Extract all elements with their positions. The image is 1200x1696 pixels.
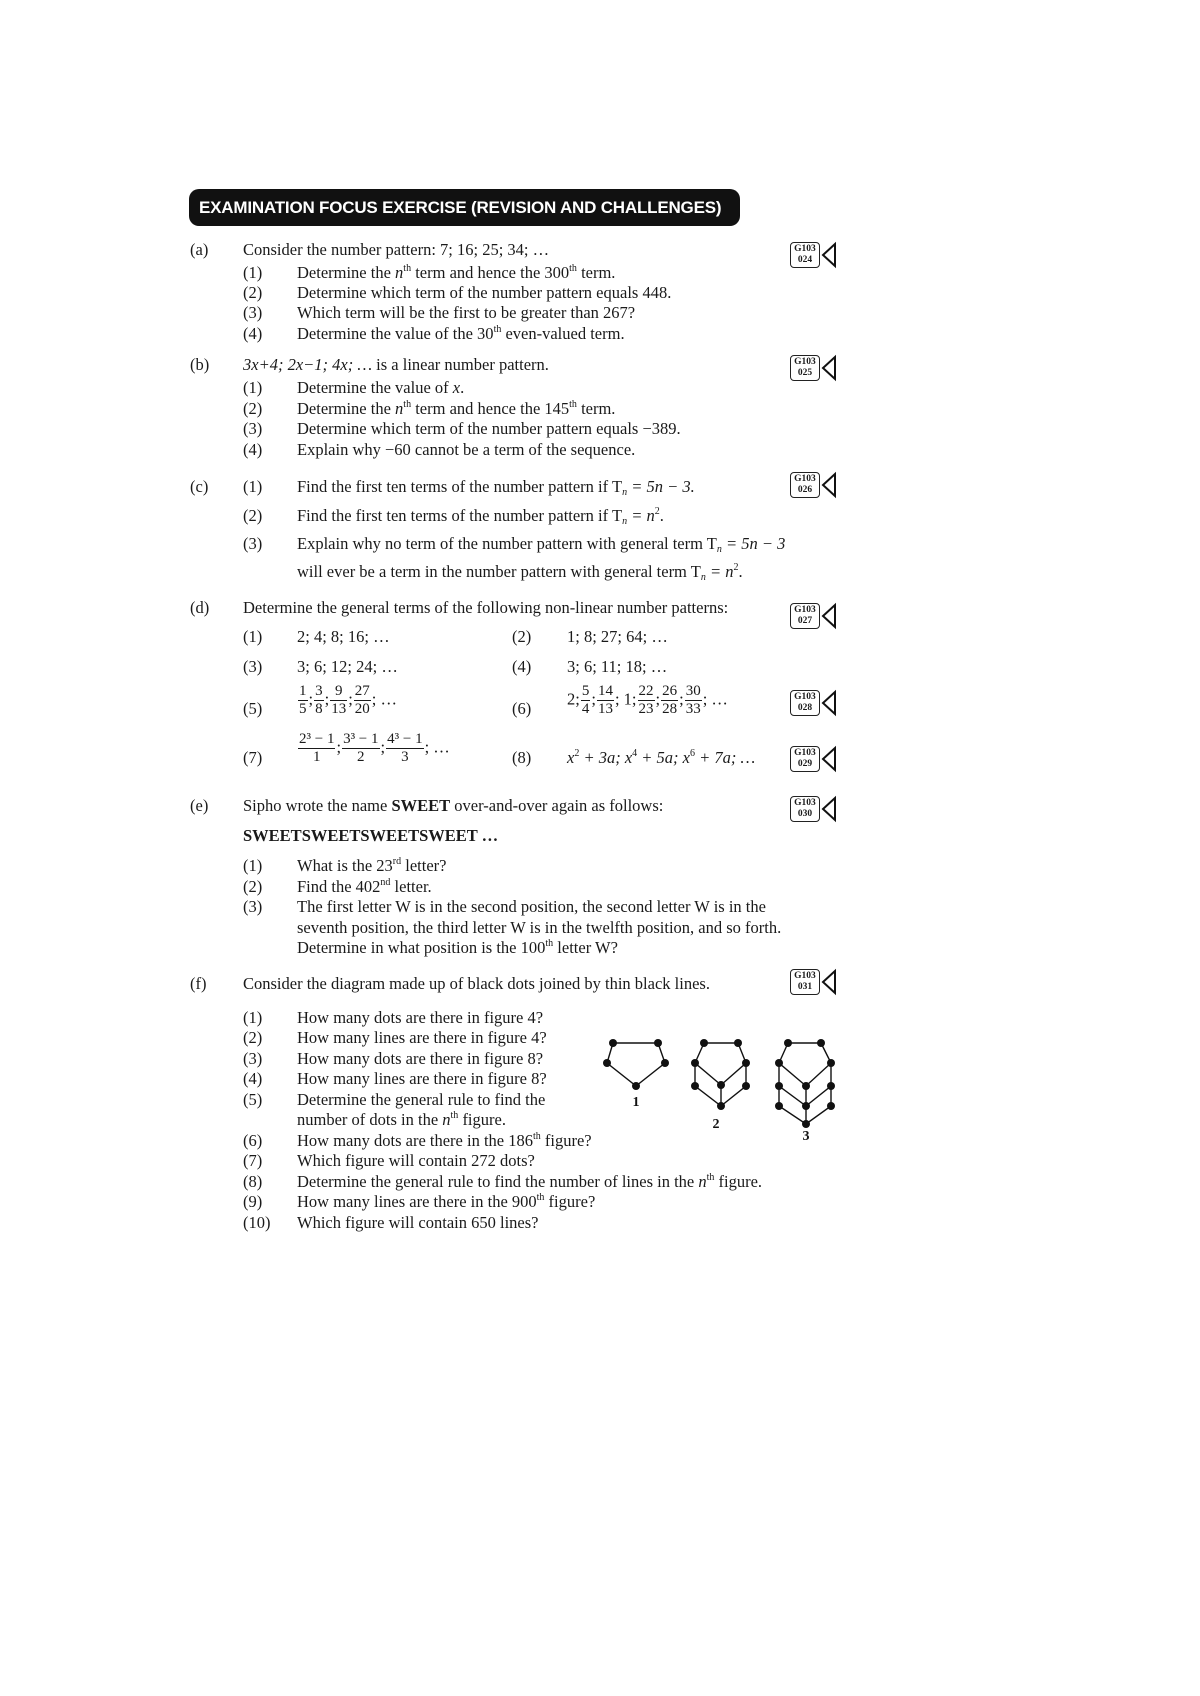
- part-b-item-2: Determine the $n^{th}$ term and hence the 145th term.: [297, 399, 616, 418]
- part-f-label: (f): [190, 974, 207, 993]
- part-b-item-3: Determine which term of the number pattern equals −389.: [297, 419, 681, 438]
- video-code-tag[interactable]: G103 026: [790, 472, 820, 498]
- part-a-item-4: Determine the value of the 30th even-valued term.: [297, 324, 625, 343]
- part-f-item-10: Which figure will contain 650 lines?: [297, 1213, 539, 1232]
- dot: [827, 1102, 835, 1110]
- dot: [817, 1039, 825, 1047]
- part-e-item-3-continued: Determine in what position is the 100th letter W?: [297, 938, 618, 957]
- part-a-item-num: (1): [243, 263, 263, 282]
- part-d-item-8: $x^2 + 3a$; $x^4 + 5a$; $x^6 + 7a$; …: [567, 748, 756, 767]
- fraction: $\frac{\text{4³ − 1}}{3}$: [387, 731, 423, 765]
- part-f-item-num: (6): [243, 1131, 263, 1150]
- play-triangle-icon[interactable]: [821, 746, 837, 772]
- video-code-tag[interactable]: G103 027: [790, 603, 820, 629]
- part-f-item-9: How many lines are there in the 900th figure?: [297, 1192, 596, 1211]
- part-d-label: (d): [190, 598, 210, 617]
- part-d-item-6: 2; $\frac{5}{4}$ ; $\frac{14}{13}$ ; 1; $\frac{22}{23}$ ; $\frac{26}{28}$ ; $\frac{30}{33}$ ; …: [567, 683, 728, 717]
- part-a-item-2: Determine which term of the number pattern equals 448.: [297, 283, 672, 302]
- part-d-item-num: (5): [243, 699, 263, 718]
- dot: [802, 1082, 810, 1090]
- part-f-item-num: (9): [243, 1192, 263, 1211]
- dot: [775, 1102, 783, 1110]
- part-a-item-num: (2): [243, 283, 263, 302]
- part-b-intro: 3x+4; 2x−1; 4x; … is a linear number pattern.: [243, 355, 549, 374]
- dot: [717, 1102, 725, 1110]
- part-a-item-num: (4): [243, 324, 263, 343]
- part-d-item-num: (2): [512, 627, 532, 646]
- figure-label-1: 1: [632, 1095, 640, 1110]
- dot: [784, 1039, 792, 1047]
- fraction: $\frac{5}{4}$: [581, 683, 590, 717]
- video-code-tag[interactable]: G103 024: [790, 242, 820, 268]
- part-c-item-3-continued: will ever be a term in the number pattern with general term $T_n = n^2$.: [297, 562, 743, 583]
- video-code-tag[interactable]: G103 025: [790, 355, 820, 381]
- part-e-sequence: SWEETSWEETSWEETSWEET …: [243, 826, 499, 845]
- figure-label-2: 2: [712, 1117, 720, 1132]
- part-c-item-3: Explain why no term of the number pattern with general term $T_n = 5n - 3$: [297, 534, 786, 555]
- dot-figures-diagram: [596, 1018, 846, 1144]
- part-b-item-1: Determine the value of x.: [297, 378, 465, 397]
- dot: [654, 1039, 662, 1047]
- part-c-item-num: (1): [243, 477, 263, 496]
- video-code-tag[interactable]: G103 029: [790, 746, 820, 772]
- part-f-item-4: How many lines are there in figure 8?: [297, 1069, 547, 1088]
- part-f-item-8: Determine the general rule to find the number of lines in the $n^{th}$ figure.: [297, 1172, 763, 1191]
- part-e-item-num: (2): [243, 877, 263, 896]
- part-d-item-num: (8): [512, 748, 532, 767]
- play-triangle-icon[interactable]: [821, 690, 837, 716]
- dot: [632, 1082, 640, 1090]
- dot: [691, 1082, 699, 1090]
- fraction: $\frac{22}{23}$: [638, 683, 654, 717]
- part-e-item-2: Find the 402nd letter.: [297, 877, 432, 896]
- fraction: $\frac{30}{33}$: [685, 683, 701, 717]
- part-d-item-1: 2; 4; 8; 16; …: [297, 627, 390, 646]
- part-e-item-1: What is the 23rd letter?: [297, 856, 447, 875]
- part-b-item-4: Explain why −60 cannot be a term of the sequence.: [297, 440, 636, 459]
- part-b-item-num: (3): [243, 419, 263, 438]
- play-triangle-icon[interactable]: [821, 796, 837, 822]
- part-d-item-3: 3; 6; 12; 24; …: [297, 657, 398, 676]
- part-e-item-3: The first letter W is in the second position, the second letter W is in the: [297, 897, 766, 916]
- part-f-item-num: (4): [243, 1069, 263, 1088]
- dot: [802, 1120, 810, 1128]
- dot: [717, 1081, 725, 1089]
- fraction: $\frac{9}{13}$: [331, 683, 347, 717]
- part-c-item-num: (3): [243, 534, 263, 553]
- part-d-item-2: 1; 8; 27; 64; …: [567, 627, 668, 646]
- play-triangle-icon[interactable]: [821, 472, 837, 498]
- part-f-item-3: How many dots are there in figure 8?: [297, 1049, 544, 1068]
- part-d-item-4: 3; 6; 11; 18; …: [567, 657, 668, 676]
- part-f-item-5: Determine the general rule to find the: [297, 1090, 546, 1109]
- dot: [661, 1059, 669, 1067]
- part-e-intro: Sipho wrote the name SWEET over-and-over again as follows:: [243, 796, 664, 815]
- dot: [827, 1082, 835, 1090]
- part-e-item-3-continued: seventh position, the third letter W is in the twelfth position, and so forth.: [297, 918, 782, 937]
- play-triangle-icon[interactable]: [821, 969, 837, 995]
- part-f-item-num: (3): [243, 1049, 263, 1068]
- part-a-label: (a): [190, 240, 209, 259]
- part-d-item-num: (4): [512, 657, 532, 676]
- dot: [742, 1059, 750, 1067]
- fraction: $\frac{1}{5}$: [299, 683, 307, 717]
- part-b-item-num: (1): [243, 378, 263, 397]
- figure-label-3: 3: [802, 1129, 810, 1144]
- fraction: $\frac{3}{8}$: [315, 683, 323, 717]
- fraction: $\frac{\text{3³ − 1}}{2}$: [343, 731, 379, 765]
- part-f-item-num: (5): [243, 1090, 263, 1109]
- part-f-intro: Consider the diagram made up of black dots joined by thin black lines.: [243, 974, 710, 993]
- play-triangle-icon[interactable]: [821, 355, 837, 381]
- part-f-item-num: (7): [243, 1151, 263, 1170]
- section-banner: EXAMINATION FOCUS EXERCISE (REVISION AND CHALLENGES): [189, 189, 740, 226]
- part-f-item-7: Which figure will contain 272 dots?: [297, 1151, 535, 1170]
- part-d-item-5: $\frac{1}{5}$ ; $\frac{3}{8}$ ; $\frac{9}{13}$ ; $\frac{27}{20}$ ; …: [299, 683, 397, 717]
- part-b-label: (b): [190, 355, 210, 374]
- play-triangle-icon[interactable]: [821, 603, 837, 629]
- fraction: $\frac{27}{20}$: [354, 683, 370, 717]
- part-d-item-num: (1): [243, 627, 263, 646]
- part-d-item-num: (7): [243, 748, 263, 767]
- part-f-item-1: How many dots are there in figure 4?: [297, 1008, 544, 1027]
- video-code-tag[interactable]: G103 031: [790, 969, 820, 995]
- part-b-item-num: (2): [243, 399, 263, 418]
- dot: [802, 1102, 810, 1110]
- dot: [609, 1039, 617, 1047]
- part-a-intro: Consider the number pattern: 7; 16; 25; 34; …: [243, 240, 550, 259]
- dot: [775, 1082, 783, 1090]
- dot: [734, 1039, 742, 1047]
- dot: [691, 1059, 699, 1067]
- part-a-item-num: (3): [243, 303, 263, 322]
- part-f-item-num: (10): [243, 1213, 271, 1232]
- part-e-item-num: (1): [243, 856, 263, 875]
- part-e-label: (e): [190, 796, 209, 815]
- part-c-label: (c): [190, 477, 209, 496]
- part-d-intro: Determine the general terms of the following non-linear number patterns:: [243, 598, 729, 617]
- fraction: $\frac{\text{2³ − 1}}{1}$: [299, 731, 335, 765]
- play-triangle-icon[interactable]: [821, 242, 837, 268]
- video-code-tag[interactable]: G103 028: [790, 690, 820, 716]
- part-d-item-num: (6): [512, 699, 532, 718]
- part-c-item-2: Find the first ten terms of the number pattern if $T_n = n^2$.: [297, 506, 664, 527]
- part-f-item-num: (1): [243, 1008, 263, 1027]
- fraction: $\frac{26}{28}$: [662, 683, 678, 717]
- dot: [700, 1039, 708, 1047]
- part-f-item-6: How many dots are there in the 186th figure?: [297, 1131, 592, 1150]
- part-f-item-num: (2): [243, 1028, 263, 1047]
- dot: [775, 1059, 783, 1067]
- part-c-item-1: Find the first ten terms of the number pattern if $T_n = 5n - 3$.: [297, 477, 695, 498]
- part-a-item-3: Which term will be the first to be greater than 267?: [297, 303, 636, 322]
- part-e-item-num: (3): [243, 897, 263, 916]
- part-b-item-num: (4): [243, 440, 263, 459]
- part-d-item-7: $\frac{\text{2³ − 1}}{1}$ ; $\frac{\text{3³ − 1}}{2}$ ; $\frac{\text{4³ − 1}}{3}$ ; …: [299, 731, 450, 765]
- part-a-item-1: Determine the $n^{th}$ term and hence the 300th term.: [297, 263, 616, 282]
- video-code-tag[interactable]: G103 030: [790, 796, 820, 822]
- dot: [603, 1059, 611, 1067]
- part-f-item-2: How many lines are there in figure 4?: [297, 1028, 547, 1047]
- part-f-item-5-continued: number of dots in the $n^{th}$ figure.: [297, 1110, 506, 1129]
- part-c-item-num: (2): [243, 506, 263, 525]
- dot: [827, 1059, 835, 1067]
- fraction: $\frac{14}{13}$: [597, 683, 613, 717]
- dot: [742, 1082, 750, 1090]
- part-d-item-num: (3): [243, 657, 263, 676]
- part-f-item-num: (8): [243, 1172, 263, 1191]
